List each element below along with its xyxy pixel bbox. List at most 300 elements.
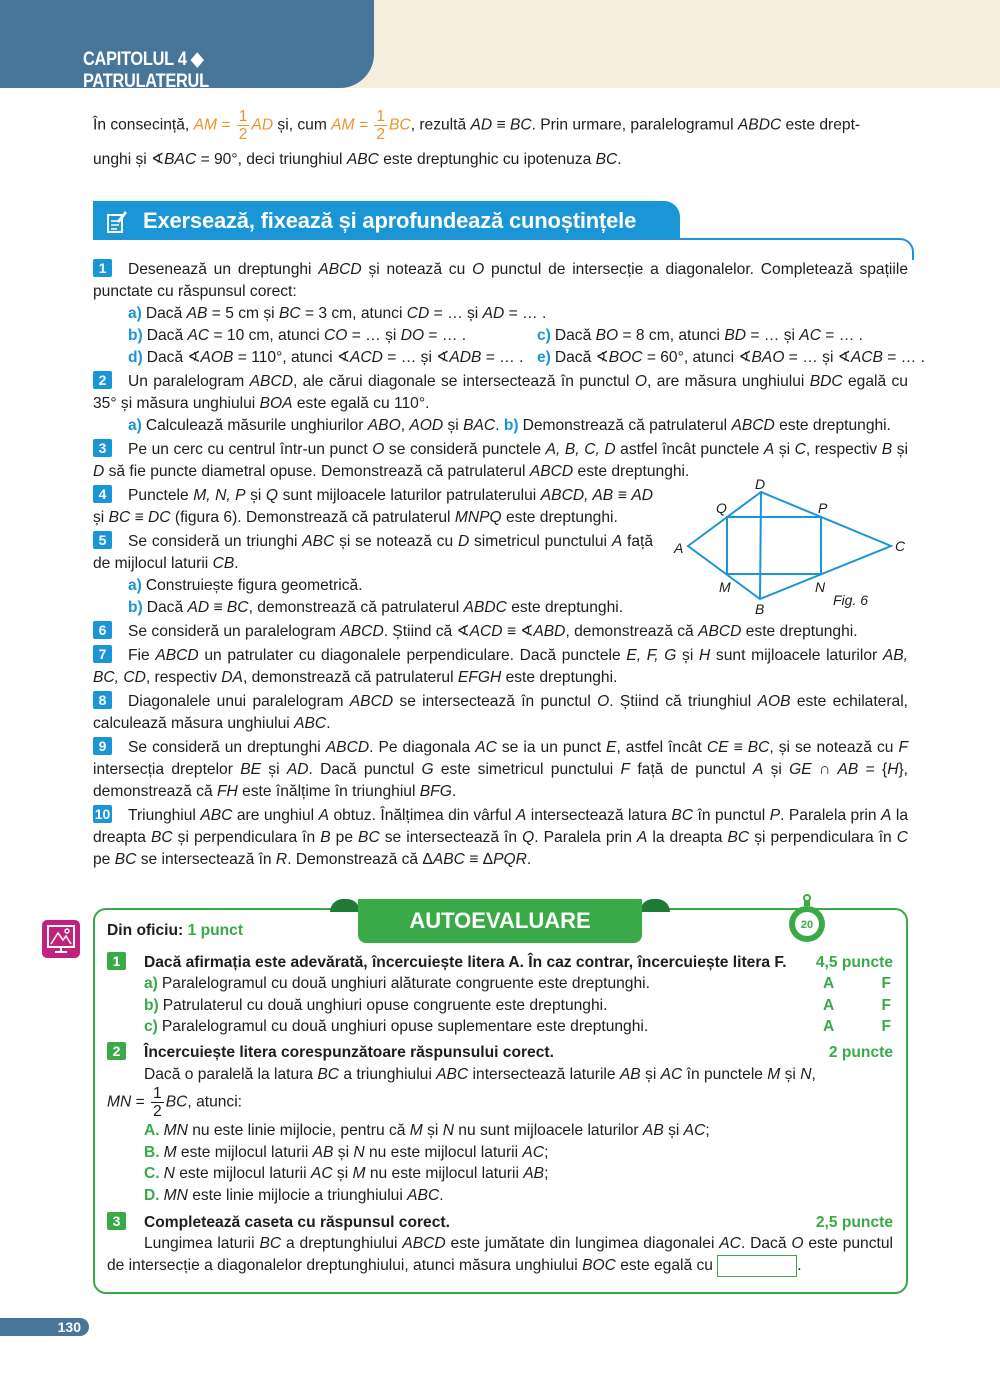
- rich-text: [164, 1122, 710, 1139]
- text-segment: ≡ Δ: [464, 851, 494, 868]
- exercise-row: [93, 325, 908, 347]
- text-segment: PQR: [493, 851, 527, 868]
- text-segment: ≡ ∢: [502, 623, 534, 640]
- text-segment: , respectiv: [805, 441, 882, 458]
- answer-f[interactable]: F: [881, 1018, 891, 1036]
- question-number: 1: [107, 952, 126, 970]
- text-segment: ABCD: [155, 647, 199, 664]
- text-segment: E: [606, 739, 617, 756]
- text-segment: CD: [406, 305, 430, 322]
- text-segment: este egală cu: [615, 1256, 718, 1274]
- text-segment: BC: [595, 151, 618, 168]
- text-segment: și: [245, 487, 266, 504]
- text-segment: este jumătate din lungimea diagonalei: [445, 1235, 720, 1253]
- text-segment: și: [774, 441, 795, 458]
- text-segment: = … și ∢: [382, 349, 450, 366]
- text-segment: FH: [216, 783, 238, 800]
- text-segment: 2: [153, 1103, 162, 1121]
- text-segment: Triunghiul: [128, 807, 201, 824]
- text-segment: și, cum: [273, 116, 332, 134]
- text-segment: intersectează laturile: [468, 1065, 620, 1083]
- text-segment: }, demonstrează că: [93, 761, 908, 800]
- text-segment: EFGH: [457, 669, 502, 686]
- text-segment: A: [318, 807, 329, 824]
- rich-text: [555, 327, 863, 344]
- rich-text: [146, 417, 504, 434]
- text-segment: = … și: [746, 327, 800, 344]
- rich-text: [164, 1165, 549, 1182]
- text-segment: H: [699, 647, 711, 664]
- exercise-9: [93, 737, 908, 803]
- question-text: Încercuiește litera corespunzătoare răspunsului corect.: [144, 1043, 554, 1061]
- item-label: a): [128, 305, 142, 322]
- text-segment: B: [320, 829, 331, 846]
- text-segment: E, F, G: [626, 647, 677, 664]
- text-segment: , ale cărui diagonale se intersectează în punctul: [292, 373, 635, 390]
- text-segment: Se consideră un triunghi: [128, 533, 303, 550]
- text-segment: AB: [523, 1165, 545, 1183]
- text-segment: intersecția dreptelor: [93, 761, 241, 778]
- text-segment: .: [526, 851, 532, 868]
- text-segment: M, N, P: [193, 487, 246, 504]
- item-label: b): [144, 996, 159, 1014]
- text-segment: față de punctul: [630, 761, 753, 778]
- text-segment: se intersectează în: [379, 829, 523, 846]
- text-segment: DO: [400, 327, 425, 344]
- text-segment: ABC: [294, 715, 327, 732]
- text-segment: N: [442, 1122, 454, 1140]
- text-segment: D: [93, 463, 105, 480]
- text-segment: A: [881, 807, 892, 824]
- text-segment: și: [422, 1122, 443, 1140]
- text-segment: Lungimea laturii: [144, 1235, 260, 1253]
- text-segment: este dreptunghic cu ipotenuza: [378, 151, 596, 168]
- text-segment: Dacă: [146, 327, 188, 344]
- text-segment: și perpendiculara în: [749, 829, 897, 846]
- rich-text: [93, 533, 653, 572]
- text-segment: ≡: [209, 599, 227, 616]
- exercise-row: [93, 347, 925, 369]
- text-segment: punctul de intersecție a diagonalelor. Completează spațiile punctate cu răspunsul corect:: [93, 261, 908, 300]
- text-segment: AM =: [331, 116, 373, 134]
- text-segment: CO: [324, 327, 348, 344]
- question-number: 2: [107, 1042, 126, 1060]
- exercise-number: 4: [93, 485, 112, 503]
- text-segment: ACB: [850, 349, 883, 366]
- fraction: [374, 108, 387, 143]
- text-segment: = … .: [882, 349, 925, 366]
- text-segment: sunt mijloacele laturilor patrulaterului: [278, 487, 541, 504]
- answer-a[interactable]: A: [823, 996, 835, 1014]
- text-segment: AM =: [193, 116, 235, 134]
- option-label: B.: [144, 1143, 160, 1161]
- text-segment: pe: [330, 829, 359, 846]
- text-segment: ABCD: [402, 1235, 446, 1253]
- text-segment: este mijlocul laturii: [174, 1165, 311, 1183]
- text-segment: în punctele: [682, 1065, 768, 1083]
- text-segment: Dacă o paralelă la latura: [144, 1065, 318, 1083]
- text-segment: ABCD: [349, 693, 394, 710]
- text-segment: este echilateral, calculează măsura unghiului: [93, 693, 909, 732]
- text-segment: Punctele: [128, 487, 194, 504]
- text-segment: 1: [238, 108, 248, 125]
- fraction: [237, 108, 250, 143]
- text-segment: ;: [544, 1165, 549, 1183]
- answer-a[interactable]: A: [823, 1018, 835, 1036]
- text-segment: AC: [719, 1235, 741, 1253]
- text-segment: A: [636, 829, 648, 846]
- rectangle-mnpq: [727, 517, 821, 574]
- rich-text: [147, 599, 623, 616]
- text-segment: (figura 6). Demonstrează că patrulaterul: [170, 509, 455, 526]
- text-segment: = 3 cm, atunci: [300, 305, 407, 322]
- text-segment: ,: [811, 1065, 816, 1083]
- option-label: A.: [144, 1122, 160, 1140]
- answer-f[interactable]: F: [881, 975, 891, 993]
- rich-text: [93, 693, 908, 732]
- intro-line: [93, 108, 908, 143]
- text-segment: ABCD, AB: [540, 487, 614, 504]
- text-segment: AD: [470, 116, 493, 134]
- text-segment: M: [409, 1122, 423, 1140]
- text-segment: BC: [389, 116, 411, 134]
- text-segment: BC: [165, 1093, 188, 1111]
- label-c: C: [895, 538, 906, 554]
- text-segment: Dacă: [145, 305, 187, 322]
- rich-text: [146, 577, 363, 594]
- true-false-item: [107, 973, 893, 995]
- option-c[interactable]: [107, 1163, 893, 1185]
- text-segment: la dreapta: [647, 829, 728, 846]
- notepad-pencil-icon: [107, 209, 127, 233]
- text-segment: AB: [186, 305, 208, 322]
- exercise-number: 7: [93, 645, 112, 663]
- text-segment: este dreptunghi.: [774, 417, 891, 434]
- text-segment: și: [892, 441, 908, 458]
- text-segment: AD: [187, 599, 210, 616]
- text-segment: ABC: [407, 1186, 440, 1204]
- text-segment: GE: [789, 761, 812, 778]
- text-segment: nu sunt mijloacele laturilor: [453, 1122, 643, 1140]
- exercise-6: [93, 621, 908, 643]
- item-label: d): [128, 349, 143, 366]
- item-label: a): [144, 975, 158, 993]
- text-segment: ABDC: [463, 599, 507, 616]
- text-segment: are unghiul: [232, 807, 319, 824]
- text-segment: este drept-: [781, 116, 861, 134]
- label-b: B: [755, 601, 765, 617]
- text-segment: . Paralela prin: [534, 829, 637, 846]
- question-body: [107, 1064, 893, 1086]
- text-segment: Diagonalele unui paralelogram: [128, 693, 350, 710]
- text-segment: G: [421, 761, 434, 778]
- chapter-header: [0, 0, 374, 92]
- text-segment: la dreapta: [93, 807, 909, 846]
- option-b[interactable]: [107, 1142, 893, 1164]
- text-segment: O: [634, 373, 648, 390]
- text-segment: este înălțime în triunghiul: [237, 783, 420, 800]
- label-p: P: [818, 500, 828, 516]
- text-segment: și perpendiculara în: [172, 829, 321, 846]
- text-segment: MN: [163, 1186, 188, 1204]
- text-segment: AOB: [200, 349, 234, 366]
- text-segment: BC: [358, 829, 380, 846]
- text-segment: AB: [312, 1143, 334, 1161]
- item-label: b): [503, 417, 519, 434]
- text-segment: AC: [660, 1065, 683, 1083]
- text-segment: BC: [259, 1235, 282, 1253]
- text-segment: = 8 cm, atunci: [618, 327, 725, 344]
- text-segment: .: [617, 151, 622, 168]
- rich-text: [147, 349, 524, 366]
- text-segment: AB: [642, 1122, 664, 1140]
- text-segment: ABC: [200, 807, 233, 824]
- rich-text: [147, 327, 466, 344]
- text-segment: BC: [727, 829, 750, 846]
- text-segment: AC: [522, 1143, 545, 1161]
- text-segment: BE: [240, 761, 262, 778]
- question-2: [107, 1042, 893, 1064]
- question-1: [107, 952, 893, 974]
- text-segment: , respectiv: [145, 669, 222, 686]
- exercise-item: [128, 325, 537, 347]
- text-segment: N: [163, 1165, 175, 1183]
- text-segment: , și se notează cu: [769, 739, 899, 756]
- rich-text: [555, 349, 925, 366]
- text-segment: MN: [163, 1122, 188, 1140]
- answer-f[interactable]: F: [881, 996, 891, 1014]
- text-segment: = … .: [504, 305, 547, 322]
- exercise-number: 8: [93, 691, 112, 709]
- option-label: D.: [144, 1186, 160, 1204]
- tab-ear: [640, 899, 670, 912]
- exercise-number: 3: [93, 439, 112, 457]
- section-title: Exersează, fixează și aprofundează cunoștințele: [143, 208, 637, 233]
- text-segment: Un paralelogram: [128, 373, 250, 390]
- text-segment: = 5 cm și: [207, 305, 279, 322]
- item-label: a): [128, 577, 142, 594]
- exercise-item: [93, 303, 908, 325]
- text-segment: ACD: [469, 623, 503, 640]
- text-segment: , rezultă: [410, 116, 471, 134]
- text-segment: Construiește figura geometrică.: [145, 577, 363, 594]
- text-segment: H: [887, 761, 899, 778]
- rich-text: [164, 1187, 444, 1204]
- text-segment: B: [881, 441, 893, 458]
- fraction: [151, 1085, 164, 1120]
- rich-text: [93, 739, 908, 800]
- text-segment: ∩: [811, 761, 838, 778]
- text-segment: AOB: [757, 693, 791, 710]
- item-label: b): [128, 327, 143, 344]
- text-segment: AC: [310, 1165, 333, 1183]
- text-segment: AC: [187, 327, 210, 344]
- text-segment: BDC: [809, 373, 843, 390]
- text-segment: = {: [858, 761, 888, 778]
- exercise-1: [93, 259, 908, 303]
- rich-text: [523, 417, 891, 434]
- text-segment: =: [131, 1093, 150, 1111]
- text-segment: este dreptunghi.: [573, 463, 690, 480]
- text-segment: 2: [376, 126, 386, 143]
- text-segment: MN: [107, 1093, 132, 1111]
- text-segment: și notează cu: [361, 261, 473, 278]
- figure-6: [660, 470, 920, 620]
- true-false-item: [107, 1016, 893, 1038]
- rich-text: [93, 647, 908, 686]
- text-segment: ABC: [436, 1065, 469, 1083]
- text-segment: a triunghiului: [339, 1065, 437, 1083]
- text-segment: ≡: [130, 509, 149, 526]
- text-segment: AB, BC, CD: [93, 647, 909, 686]
- text-segment: F: [898, 739, 908, 756]
- text-segment: intersectează latura: [526, 807, 672, 824]
- text-segment: CB: [212, 555, 235, 572]
- text-segment: ABCD: [698, 623, 742, 640]
- rich-text: [93, 807, 908, 868]
- rich-text: [146, 305, 546, 322]
- text-segment: este dreptunghi.: [741, 623, 858, 640]
- question-points: 2,5 puncte: [815, 1213, 893, 1231]
- text-segment: . Prin urmare, paralelogramul: [531, 116, 738, 134]
- text-segment: . Paralela prin: [780, 807, 882, 824]
- text-segment: M: [767, 1065, 781, 1083]
- text-segment: este punctul de intersecție a diagonalelor dreptunghiului, atunci măsura unghiului: [107, 1235, 893, 1274]
- text-segment: BC: [114, 851, 137, 868]
- text-segment: BAC: [164, 151, 197, 168]
- text-segment: A: [611, 533, 623, 550]
- text-segment: ;: [705, 1122, 710, 1140]
- text-segment: AD: [482, 305, 505, 322]
- intro-line: [93, 143, 908, 177]
- question-3: [107, 1212, 893, 1234]
- label-m: M: [719, 579, 731, 595]
- text-segment: BC: [747, 739, 770, 756]
- text-segment: BD: [724, 327, 746, 344]
- answer-input-box[interactable]: [717, 1255, 797, 1277]
- text-segment: .: [439, 1186, 444, 1204]
- text-segment: se intersectează în: [136, 851, 276, 868]
- text-segment: și: [676, 647, 699, 664]
- text-segment: ABC: [302, 533, 335, 550]
- text-segment: este linie mijlocie a triunghiului: [187, 1186, 408, 1204]
- text-segment: în punctul: [693, 807, 770, 824]
- text-segment: BFG: [419, 783, 452, 800]
- option-d[interactable]: [107, 1185, 893, 1207]
- rich-text: [93, 261, 908, 300]
- text-segment: BC: [278, 305, 301, 322]
- text-segment: și: [261, 761, 287, 778]
- text-segment: Fie: [128, 647, 156, 664]
- text-segment: . Pe diagonala: [369, 739, 476, 756]
- text-segment: 2: [238, 126, 248, 143]
- text-segment: .: [451, 783, 457, 800]
- item-label: e): [537, 349, 551, 366]
- text-segment: = 10 cm, atunci: [209, 327, 324, 344]
- exercise-8: [93, 691, 908, 735]
- text-segment: , atunci:: [187, 1093, 243, 1111]
- text-segment: . Demonstrează că Δ: [287, 851, 433, 868]
- text-segment: = 60°, atunci ∢: [642, 349, 752, 366]
- exercise-10: [93, 805, 908, 871]
- text-segment: Desenează un dreptunghi: [128, 261, 319, 278]
- text-segment: Se consideră un dreptunghi: [128, 739, 326, 756]
- answer-a[interactable]: A: [823, 975, 835, 993]
- text-segment: , are măsura unghiului: [647, 373, 810, 390]
- text-segment: .: [495, 417, 504, 434]
- text-segment: O: [791, 1235, 804, 1253]
- text-segment: ABO: [367, 417, 401, 434]
- text-segment: și se notează cu: [334, 533, 458, 550]
- text-segment: ABC: [346, 151, 379, 168]
- question-text: Dacă afirmația este adevărată, încercuiește litera A. În caz contrar, încercuiește litera F.: [144, 953, 787, 971]
- option-a[interactable]: [107, 1120, 893, 1142]
- text-segment: = … și ∢: [784, 349, 851, 366]
- exercise-5: [93, 531, 653, 575]
- text-segment: BC: [108, 509, 131, 526]
- question-body: [107, 1085, 893, 1120]
- exercise-4: [93, 485, 653, 529]
- label-q: Q: [716, 500, 727, 516]
- option-label: C.: [144, 1165, 160, 1183]
- label-d: D: [755, 476, 766, 492]
- item-text: Paralelogramul cu două unghiuri alăturate congruente este dreptunghi.: [161, 975, 650, 993]
- text-segment: este dreptunghi.: [501, 509, 618, 526]
- text-segment: și: [780, 1065, 801, 1083]
- text-segment: 1: [376, 108, 386, 125]
- rich-text: [128, 623, 858, 640]
- text-segment: = … și: [429, 305, 483, 322]
- text-segment: BC: [317, 1065, 340, 1083]
- text-segment: , demonstrează că patrulaterul: [248, 599, 464, 616]
- text-segment: ≡: [492, 116, 510, 134]
- text-segment: = … .: [424, 327, 467, 344]
- text-segment: O: [597, 693, 610, 710]
- text-segment: AOD: [409, 417, 444, 434]
- exercise-number: 2: [93, 371, 112, 389]
- din-oficiu: [107, 920, 893, 942]
- period: .: [797, 1256, 802, 1274]
- section-header: [93, 201, 680, 240]
- timer-minutes: 20: [800, 919, 814, 931]
- text-segment: AC: [683, 1122, 706, 1140]
- autoevaluare-title: AUTOEVALUARE: [358, 899, 642, 943]
- exercise-item: [537, 347, 946, 369]
- text-segment: Q: [522, 829, 535, 846]
- text-segment: pe: [93, 851, 115, 868]
- image-gallery-icon[interactable]: [42, 920, 80, 958]
- text-segment: este dreptunghi.: [501, 669, 618, 686]
- text-segment: și: [663, 1122, 684, 1140]
- text-segment: BOC: [608, 349, 643, 366]
- label-n: N: [815, 579, 826, 595]
- exercise-item: [128, 347, 537, 369]
- text-segment: = … și: [347, 327, 401, 344]
- text-segment: . Știind că triunghiul: [609, 693, 758, 710]
- text-segment: = 90°, deci triunghiul: [196, 151, 347, 168]
- text-segment: BC: [150, 829, 173, 846]
- text-segment: a dreptunghiului: [281, 1235, 403, 1253]
- diagonal-db: [760, 492, 761, 599]
- item-text: Patrulaterul cu două unghiuri opuse congruente este dreptunghi.: [162, 996, 608, 1014]
- text-segment: ABCD: [529, 463, 574, 480]
- text-segment: AC: [799, 327, 821, 344]
- text-segment: și: [333, 1143, 354, 1161]
- text-segment: se ia un punct: [496, 739, 607, 756]
- text-segment: AD: [631, 487, 653, 504]
- question-text: Completează caseta cu răspunsul corect.: [144, 1213, 450, 1231]
- text-segment: AC: [475, 739, 497, 756]
